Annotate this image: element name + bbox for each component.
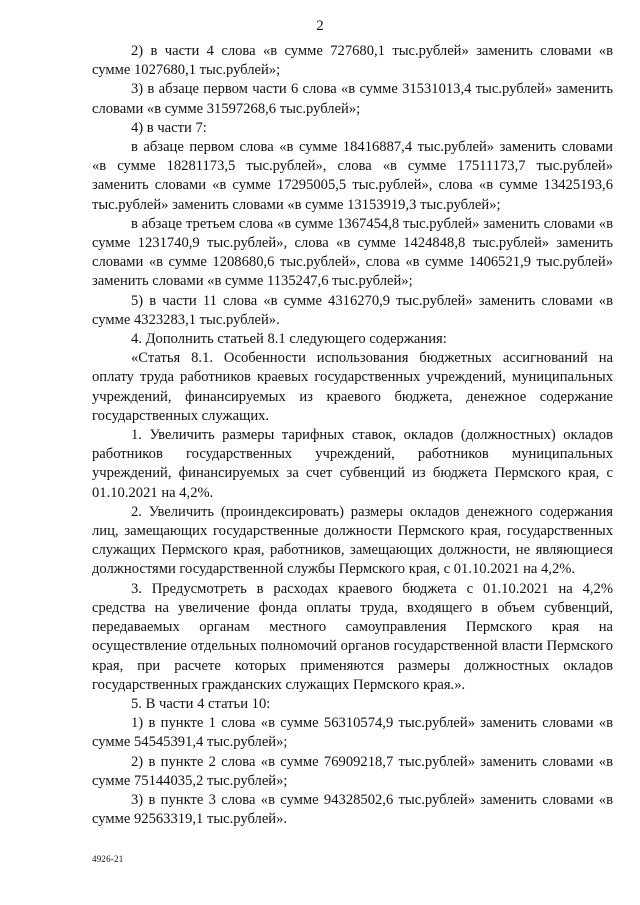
document-code: 4926-21	[92, 854, 124, 864]
paragraph-article-8-1-title: «Статья 8.1. Особенности использования бюджетных ассигнований на оплату труда работников краевых государственных учреждений, муниципальных учреждений, финансируемых из краевого бюджета, денежное содержание государственных служащих.	[92, 350, 613, 424]
paragraph-item4-heading: 4. Дополнить статьей 8.1 следующего содержания:	[131, 331, 447, 348]
paragraph-item5-point2: 2) в пункте 2 слова «в сумме 76909218,7 тыс.рублей» заменить словами «в сумме 75144035,2 тыс.рублей»;	[92, 753, 613, 789]
paragraph-article-8-1-point2: 2. Увеличить (проиндексировать) размеры окладов денежного содержания лиц, замещающих государственные должности Пермского края, государственных служащих Пермского края, работников, замещающих должности, не являющиеся должностями государственной службы Пермского края, с 01.10.2021 на 4,2%.	[92, 503, 613, 578]
paragraph-part7-first-abzac: в абзаце первом слова «в сумме 18416887,4 тыс.рублей» заменить словами «в сумме 18281173,5 тыс.рублей», слова «в сумме 17511173,7 тыс.рублей» заменить словами «в сумме 17295005,5 тыс.рублей», слова «в сумме 13425193,6 тыс.рублей» заменить словами «в сумме 13153919,3 тыс.рублей»;	[92, 139, 613, 213]
paragraph-part7-third-abzac: в абзаце третьем слова «в сумме 1367454,8 тыс.рублей» заменить словами «в сумме 1231740,9 тыс.рублей», слова «в сумме 1424848,8 тыс.рублей» заменить словами «в сумме 1208680,6 тыс.рублей», слова «в сумме 1406521,9 тыс.рублей» заменить словами «в сумме 1135247,6 тыс.рублей»;	[92, 215, 613, 290]
paragraph-part4-amendment: 2) в части 4 слова «в сумме 727680,1 тыс.рублей» заменить словами «в сумме 1027680,1 тыс.рублей»;	[92, 43, 613, 79]
paragraph-part6-amendment: 3) в абзаце первом части 6 слова «в сумме 31531013,4 тыс.рублей» заменить словами «в сумме 31597268,6 тыс.рублей»;	[92, 81, 613, 117]
page-number: 2	[316, 18, 324, 34]
paragraph-article-8-1-point3: 3. Предусмотреть в расходах краевого бюджета с 01.10.2021 на 4,2% средства на увеличение фонда оплаты труда, входящего в объем субвенций, передаваемых органам местного самоуправления Пермского края на осуществление отдельных полномочий органов государственной власти Пермского края, при расчете которых применяются размеры должностных окладов государственных гражданских служащих Пермского края.».	[92, 580, 613, 693]
paragraph-part7-heading: 4) в части 7:	[131, 119, 207, 136]
document-body	[92, 42, 613, 829]
paragraph-item5-heading: 5. В части 4 статьи 10:	[131, 695, 271, 712]
paragraph-item5-point3: 3) в пункте 3 слова «в сумме 94328502,6 тыс.рублей» заменить словами «в сумме 92563319,1 тыс.рублей».	[92, 791, 613, 828]
paragraph-item5-point1: 1) в пункте 1 слова «в сумме 56310574,9 тыс.рублей» заменить словами «в сумме 54545391,4 тыс.рублей»;	[92, 715, 613, 751]
paragraph-article-8-1-point1: 1. Увеличить размеры тарифных ставок, окладов (должностных) окладов работников государственных учреждений, работников муниципальных учреждений, финансируемых за счет субвенций из бюджета Пермского края, с 01.10.2021 на 4,2%.	[92, 427, 613, 501]
paragraph-part11-amendment: 5) в части 11 слова «в сумме 4316270,9 тыс.рублей» заменить словами «в сумме 4323283,1 тыс.рублей».	[92, 292, 613, 328]
